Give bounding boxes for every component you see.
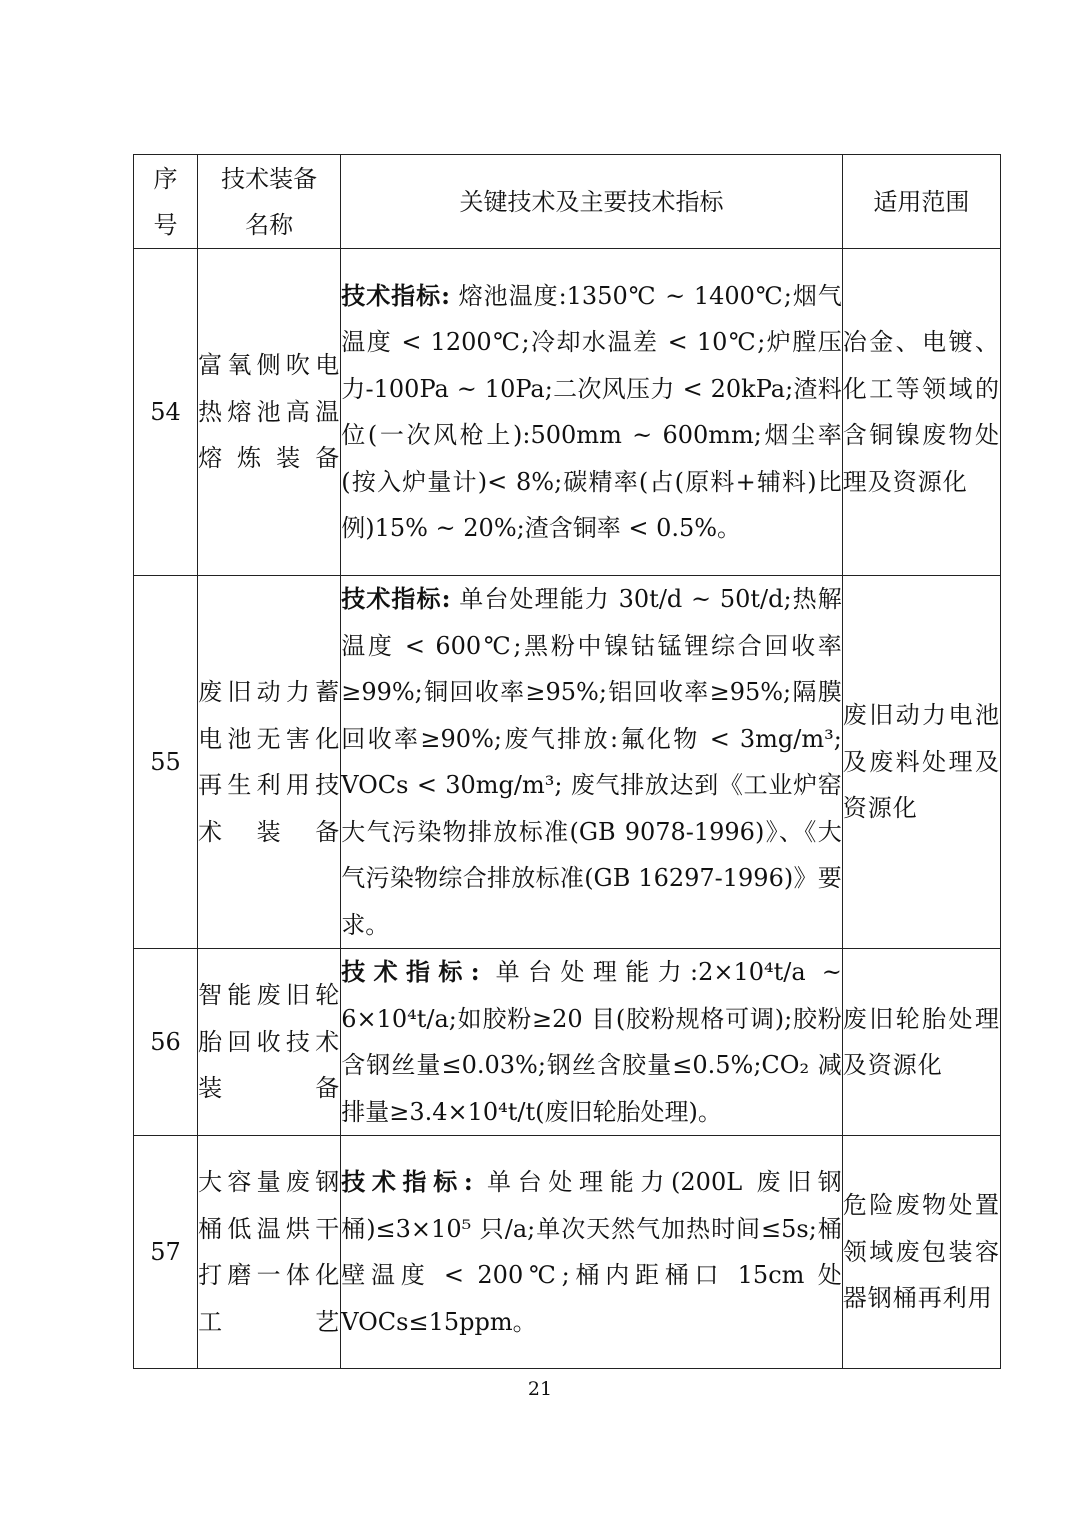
table-row [134, 249, 1001, 576]
tech-label: 技术指标: [341, 1167, 473, 1196]
table-row [134, 1136, 1001, 1369]
row-number: 55 [134, 576, 198, 949]
application-scope: 废旧动力电池及废料处理及资源化 [842, 576, 1000, 949]
header-name: 技术装备名称 [198, 155, 341, 249]
application-scope: 废旧轮胎处理及资源化 [842, 949, 1000, 1136]
page-number: 21 [527, 1378, 553, 1400]
equipment-name: 富氧侧吹电热熔池高温熔炼装备 [198, 249, 341, 576]
tech-text: 单台处理能力(200L 废旧钢桶)≤3×10⁵ 只/a;单次天然气加热时间≤5s;桶壁温度 < 200℃;桶内距桶口 15cm 处 VOCs≤15ppm。 [341, 1168, 842, 1336]
tech-label: 技术指标: [341, 280, 451, 310]
row-number: 56 [134, 949, 198, 1136]
technical-indicators [341, 949, 843, 1136]
table-header-row [134, 155, 1001, 249]
equipment-name: 废旧动力蓄电池无害化再生利用技术装备 [198, 576, 341, 949]
table-row [134, 576, 1001, 949]
equipment-name: 大容量废钢桶低温烘干打磨一体化工艺 [198, 1136, 341, 1369]
tech-text: 单台处理能力 30t/d ~ 50t/d;热解温度 < 600℃;黑粉中镍钴锰锂综合回收率≥99%;铜回收率≥95%;铝回收率≥95%;隔膜回收率≥90%;废气排放:氟化物 < 3mg/m³; VOCs < 30mg/m³; 废气排放达到《工业炉窑大气污染物排放标准(GB 9078-1996)》、《大气污染物综合排放标准(GB 16297-1996)》要求。 [341, 585, 842, 939]
technical-indicators [341, 249, 843, 576]
tech-label: 技术指标: [341, 584, 451, 613]
header-no: 序号 [134, 155, 198, 249]
table-row [134, 949, 1001, 1136]
application-scope: 冶金、电镀、化工等领域的含铜镍废物处理及资源化 [842, 249, 1000, 576]
technical-indicators [341, 1136, 843, 1369]
header-scope: 适用范围 [842, 155, 1000, 249]
equipment-name: 智能废旧轮胎回收技术装备 [198, 949, 341, 1136]
header-tech: 关键技术及主要技术指标 [341, 155, 843, 249]
row-number: 57 [134, 1136, 198, 1369]
tech-text: 熔池温度:1350℃ ~ 1400℃;烟气温度 < 1200℃;冷却水温差 < 10℃;炉膛压力-100Pa ~ 10Pa;二次风压力 < 20kPa;渣料位(一次风枪上):500mm ~ 600mm;烟尘率(按入炉量计)< 8%;碳精率(占(原料+辅料)比例)15% ~ 20%;渣含铜率 < 0.5%。 [341, 281, 842, 542]
technical-indicators [341, 576, 843, 949]
tech-text: 单台处理能力:2×10⁴t/a ~ 6×10⁴t/a;如胶粉≥20 目(胶粉规格可调);胶粉含钢丝量≤0.03%;钢丝含胶量≤0.5%;CO₂ 减排量≥3.4×10⁴t/t(废旧轮胎处理)。 [341, 958, 842, 1126]
application-scope: 危险废物处置领域废包装容器钢桶再利用 [842, 1136, 1000, 1369]
row-number: 54 [134, 249, 198, 576]
tech-label: 技术指标: [341, 957, 480, 986]
equipment-table [133, 154, 1001, 1369]
